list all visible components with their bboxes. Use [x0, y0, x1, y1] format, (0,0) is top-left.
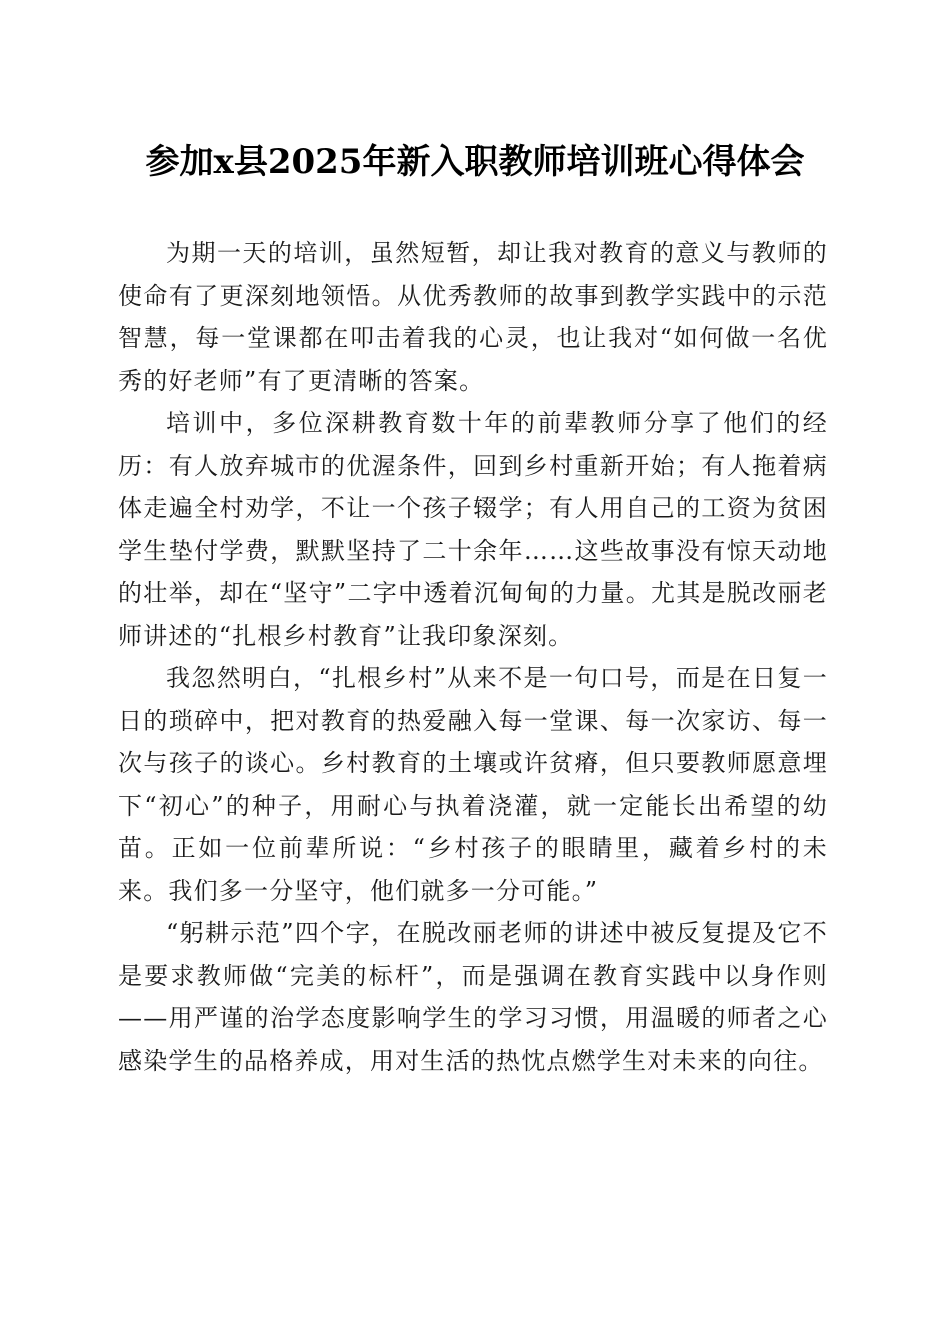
paragraph-3: 我忽然明白，“扎根乡村”从来不是一句口号，而是在日复一日的琐碎中，把对教育的热爱融入每一堂课、每一次家访、每一次与孩子的谈心。乡村教育的土壤或许贫瘠，但只要教师愿意埋下“初心”的种子，用耐心与执着浇灌，就一定能长出希望的幼苗。正如一位前辈所说：“乡村孩子的眼睛里，藏着乡村的未来。我们多一分坚守，他们就多一分可能。”	[118, 664, 828, 905]
paragraph-1: 为期一天的培训，虽然短暂，却让我对教育的意义与教师的使命有了更深刻地领悟。从优秀教师的故事到教学实践中的示范智慧，每一堂课都在叩击着我的心灵，也让我对“如何做一名优秀的好老师”有了更清晰的答案。	[118, 239, 828, 395]
document-title: 参加x县2025年新入职教师培训班心得体会	[145, 142, 805, 182]
paragraph-2: 培训中，多位深耕教育数十年的前辈教师分享了他们的经历：有人放弃城市的优渥条件，回到乡村重新开始；有人拖着病体走遍全村劝学，不让一个孩子辍学；有人用自己的工资为贫困学生垫付学费，默默坚持了二十余年……这些故事没有惊天动地的壮举，却在“坚守”二字中透着沉甸甸的力量。尤其是脱改丽老师讲述的“扎根乡村教育”让我印象深刻。	[118, 409, 828, 650]
paragraph-4: “躬耕示范”四个字，在脱改丽老师的讲述中被反复提及它不是要求教师做“完美的标杆”，而是强调在教育实践中以身作则——用严谨的治学态度影响学生的学习习惯，用温暖的师者之心感染学生的品格养成，用对生活的热忱点燃学生对未来的向往。	[118, 919, 828, 1075]
document-body	[118, 232, 828, 1082]
